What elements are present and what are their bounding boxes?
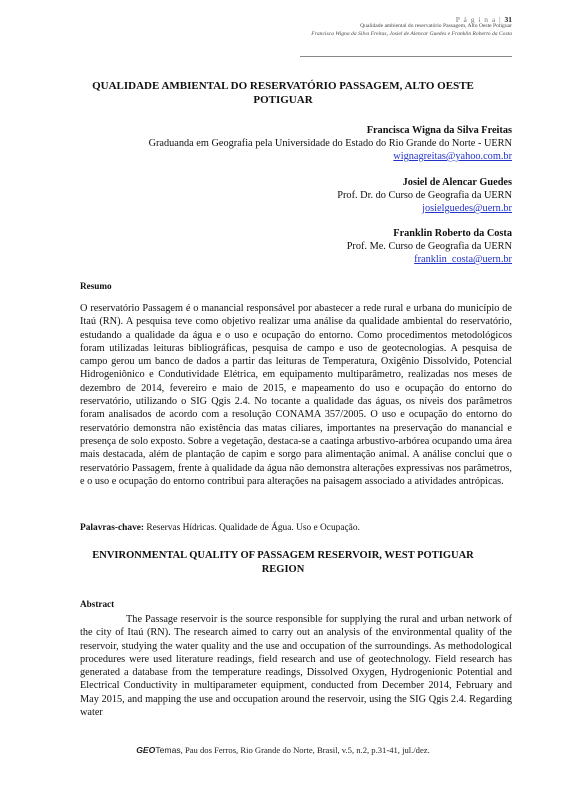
running-header [311,16,512,38]
logo-geo: GEO [136,745,156,755]
page-label: P á g i n a | [455,15,502,24]
author-affiliation: Graduanda em Geografia pela Universidade do Estado do Rio Grande do Norte - UERN [148,138,512,149]
paper-title: QUALIDADE AMBIENTAL DO RESERVATÓRIO PASSAGEM, ALTO OESTE POTIGUAR [92,80,474,106]
page-number: 31 [504,15,512,24]
resumo-text: O reservatório Passagem é o manancial responsável por abastecer a rede rural e urbana do município de Itaú (RN). A pesquisa teve como objetivo realizar uma análise da qualidade ambiental do reservatório, estudando a qualidade da água e o uso e ocupação do entorno. Como procedimentos metodológicos foram utilizadas leituras bibliográficas, pesquisa de campo e uso de geotecnologias. A pesquisa de campo gerou um banco de dados a partir das leituras de Temperatura, Oxigênio Dissolvido, Potencial Hidrogeniônico e Condutividade Elétrica, em equipamento multiparâmetro, realizadas nos meses de dezembro de 2014, fevereiro e maio de 2015, e mapeamento do uso e ocupação do entorno do reservatório, utilizando o SIG Qgis 2.4. No tocante a qualidade das águas, os níveis dos parâmetros foram analisados de acordo com a resolução CONAMA 357/2005. O uso e ocupação do entorno do reservatório demonstra não existência das matas ciliares, importantes na preservação do manancial e presença de solo exposto. Sobre a vegetação, destaca-se a caatinga arbustivo-arbórea ocupando uma área mais destacada, além de plantação de capim e sorgo para alimentação animal. A análise conclui que o reservatório Passagem, frente à qualidade da água não demonstra alterações expressivas nos parâmetros, e o uso e ocupação do entorno contribui para alterações na paisagem associado a atividades antrópicas. [80,303,512,487]
footer-citation: , Pau dos Ferros, Rio Grande do Norte, Brasil, v.5, n.2, p.31-41, jul./dez. [180,745,430,755]
journal-logo [136,745,180,755]
keywords-line [80,523,512,533]
abstract-text: The Passage reservoir is the source responsible for supplying the rural and urban network of the city of Itaú (RN). The research aimed to carry out an analysis of the environmental quality of the reservoir, studying the water quality and the use and occupation of the surroundings. As methodological procedures were used literature readings, field research and use of geotechnology. Field research has generated a database from the temperature readings, Dissolved Oxygen, Hydrogenionic Potential and Electrical Conductivity in multiparameter equipment, conducted from December 2014, February and May 2015, and mapping the use and occupation around the reservoir, using the SIG Qgis 2.4. Regarding water [80,614,512,719]
running-authors: Francisca Wigna da Silva Freitas, Josiel de Alencar Guedes e Franklin Roberto da Costa [311,30,512,37]
author-email-link[interactable]: josielguedes@uern.br [422,203,512,214]
author-affiliation: Prof. Dr. do Curso de Geografia da UERN [337,190,512,201]
keywords-label: Palavras-chave: [80,523,145,533]
page-footer [0,745,566,755]
english-title: ENVIRONMENTAL QUALITY OF PASSAGEM RESERVOIR, WEST POTIGUAR REGION [92,550,474,575]
running-title: Qualidade ambiental do reservatório Passagem, Alto Oeste Potiguar [360,23,512,30]
author-email-link[interactable]: franklin_costa@uern.br [414,254,512,265]
abstract-heading: Abstract [80,599,115,609]
keywords-text: Reservas Hídricas. Qualidade de Água. Uso e Ocupação. [146,523,360,533]
header-rule [300,56,512,57]
author-name: Josiel de Alencar Guedes [402,177,512,188]
resumo-heading: Resumo [80,281,112,291]
logo-temas: Temas [155,745,181,755]
page-number-line [311,16,512,23]
author-affiliation: Prof. Me. Curso de Geografia da UERN [346,241,512,252]
author-email-link[interactable]: wignagreitas@yahoo.com.br [393,151,512,162]
author-name: Francisca Wigna da Silva Freitas [366,125,512,136]
author-block [337,176,512,215]
author-block [347,227,512,266]
author-block [149,124,512,163]
author-name: Franklin Roberto da Costa [393,228,512,239]
